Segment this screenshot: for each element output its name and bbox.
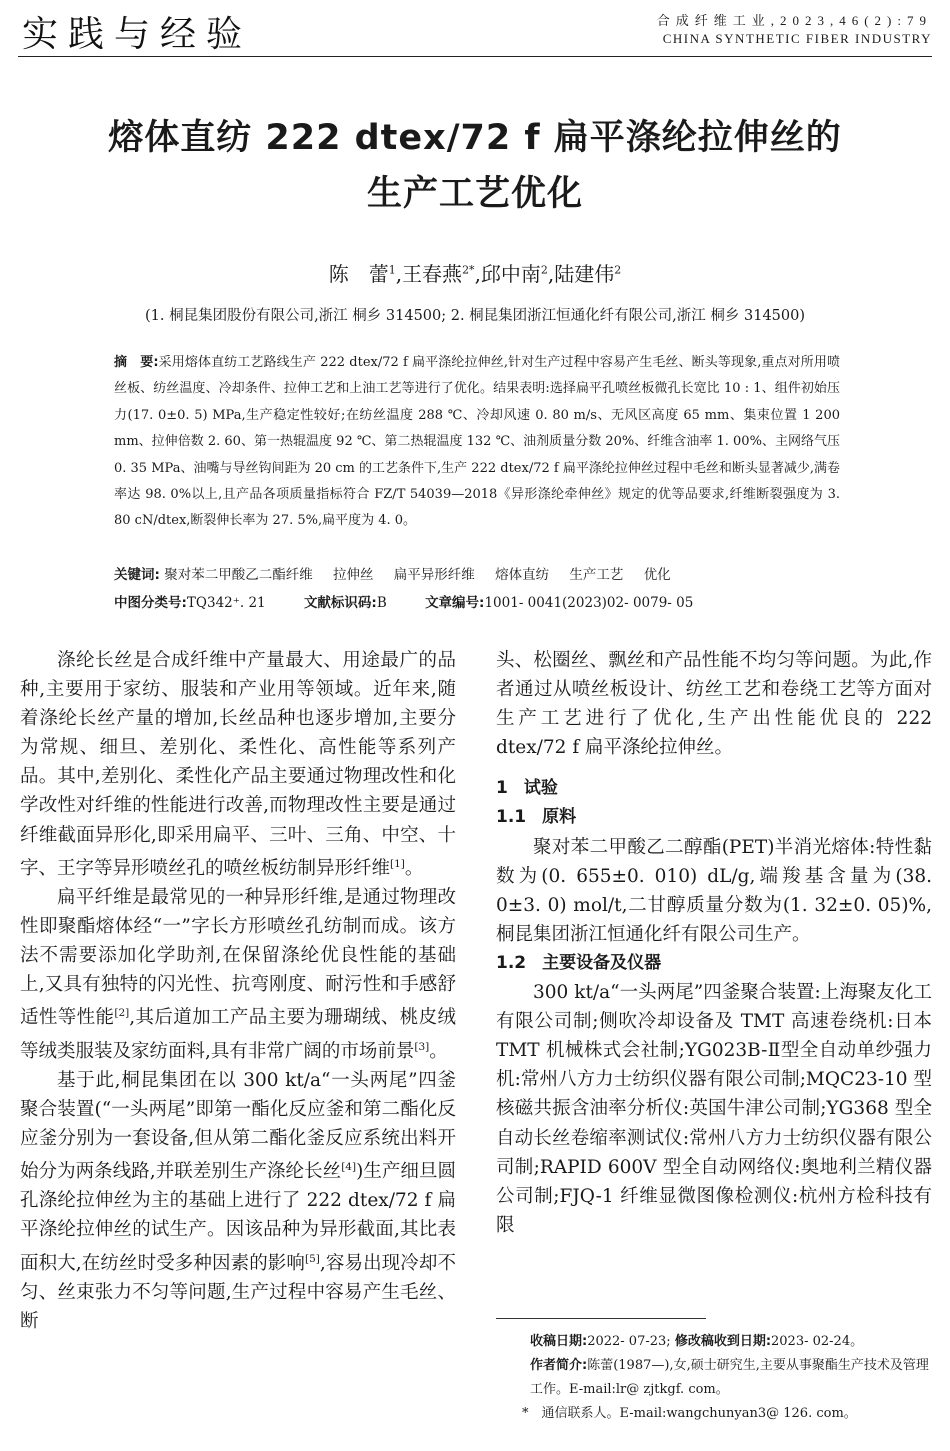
keywords-label: 关键词: bbox=[114, 567, 160, 583]
author-affil-mark: 2* bbox=[462, 263, 475, 277]
section-heading-1-2: 1.2 主要设备及仪器 bbox=[496, 952, 662, 973]
section-heading-1: 1 试验 bbox=[496, 778, 558, 799]
citation-ref: [3] bbox=[414, 1040, 430, 1053]
author-name: 陈 蕾 bbox=[328, 262, 389, 286]
article-no: 1001- 0041(2023)02- 0079- 05 bbox=[484, 595, 694, 611]
paragraph: 基于此,桐昆集团在以 300 kt/a“一头两尾”四釜聚合装置(“一头两尾”即第一酯化反应釜和第二酯化反应釜分别为一套设备,但从第二酯化釜反应系统出料开始分为两条线路,并联差别生产涤纶长丝[4])生产细旦圆孔涤纶拉伸丝为主的基础上进行了 222 dtex/72 f 扁平涤纶拉伸丝的试生产。因该品种为异形截面,其比表面积大,在纺丝时受多种因素的影响[5],容易出现冷却不匀、丝束张力不匀等问题,生产过程中容易产生毛丝、断 bbox=[20, 1069, 457, 1332]
article-title bbox=[0, 110, 950, 222]
author-list: 陈 蕾$^1$,王春燕$^{2*}$,邱中南$^2$,陆建伟$^2$ bbox=[328, 262, 622, 286]
journal-citation: 合成纤维工业,2023,46(2):79 bbox=[656, 13, 932, 28]
author-affil-mark: 2 bbox=[540, 263, 548, 277]
paragraph-equipment: 300 kt/a“一头两尾”四釜聚合装置:上海聚友化工有限公司制;侧吹冷却设备及 TMT 高速卷绕机:日本 TMT 机械株式会社制;YG023B-Ⅱ型全自动单纱强力机:常州八方力士纺织仪器有限公司制;MQC23-10 型核磁共振含油率分析仪:英国牛津公司制;YG368 型全自动长丝卷缩率测试仪:常州八方力士纺织仪器有限公司制;RAPID 600V 型全自动网络仪:奥地利兰精仪器公司制;FJQ-1 纤维显微图像检测仪:杭州方检科技有限 bbox=[496, 982, 932, 1236]
author-bio: 作者简介:陈蕾(1987—),女,硕士研究生,主要从事聚酯生产技术及管理工作。E-mail:lr@ zjtkgf. com。 bbox=[530, 1358, 929, 1397]
header-rule bbox=[18, 56, 932, 57]
abstract-text: 采用熔体直纺工艺路线生产 222 dtex/72 f 扁平涤纶拉伸丝,针对生产过程中容易产生毛丝、断头等现象,重点对所用喷丝板、纺丝温度、冷却条件、拉伸工艺和上油工艺等进行了优化。结果表明:选择扁平孔喷丝板微孔长宽比 10 : 1、组件初始压力(17. 0±0. 5) MPa,生产稳定性较好;在纺丝温度 288 ℃、冷却风速 0. 80 m/s、无风区高度 65 mm、集束位置 1 200 mm、拉伸倍数 2. 60、第一热辊温度 92 ℃、第二热辊温度 132 ℃、油剂质量分数 20%、纤维含油率 1. 00%、主网络气压 0. 35 MPa、油嘴与导丝钩间距为 20 cm 的工艺条件下,生产 222 dtex/72 f 扁平涤纶拉伸丝过程中毛丝和断头显著减少,满卷率达 98. 0%以上,且产品各项质量指标符合 FZ/T 54039—2018《异形涤纶牵伸丝》规定的优等品要求,纤维断裂强度为 3. 80 cN/dtex,断裂伸长率为 27. 5%,扁平度为 4. 0。 bbox=[114, 355, 841, 529]
journal-english-name: CHINA SYNTHETIC FIBER INDUSTRY bbox=[662, 31, 932, 46]
clc-code: TQ342⁺. 21 bbox=[186, 595, 266, 611]
received-dates: 收稿日期:2022- 07-23; 修改稿收到日期:2023- 02-24。 bbox=[530, 1334, 864, 1349]
corresponding-author: * 通信联系人。E-mail:wangchunyan3@ 126. com。 bbox=[522, 1406, 857, 1421]
citation-ref: [5] bbox=[305, 1252, 320, 1265]
affiliations: (1. 桐昆集团股份有限公司,浙江 桐乡 314500; 2. 桐昆集团浙江恒通化纤有限公司,浙江 桐乡 314500) bbox=[144, 308, 806, 324]
keyword: 扁平异形纤维 bbox=[393, 567, 475, 583]
footnote-rule bbox=[496, 1318, 706, 1319]
journal-info bbox=[657, 12, 932, 48]
keyword: 优化 bbox=[643, 567, 671, 583]
abstract-label: 摘 要: bbox=[114, 355, 159, 370]
body-right-column bbox=[496, 646, 932, 1240]
classification-line bbox=[114, 590, 840, 616]
section-title: 实践与经验 bbox=[22, 14, 253, 55]
citation-ref: [1] bbox=[390, 857, 405, 870]
body-left-column bbox=[20, 646, 456, 1336]
footnotes bbox=[496, 1330, 936, 1426]
paragraph: 涤纶长丝是合成纤维中产量最大、用途最广的品种,主要用于家纺、服装和产业用等领域。近年来,随着涤纶长丝产量的增加,长丝品种也逐步增加,主要分为常规、细旦、差别化、柔性化、高性能等系列产品。其中,差别化、柔性化产品主要通过物理改性和化学改性对纤维的性能进行改善,而物理改性主要是通过纤维截面异形化,即采用扁平、三叶、三角、中空、十字、王字等异形喷丝孔的喷丝板纺制异形纤维[1]。 bbox=[20, 650, 456, 879]
section-heading-1-1: 1.1 原料 bbox=[496, 807, 577, 828]
clc-label: 中图分类号: bbox=[114, 595, 187, 611]
article-no-label: 文章编号: bbox=[425, 595, 485, 611]
keywords bbox=[114, 562, 840, 588]
author-name: 王春燕 bbox=[402, 262, 463, 286]
author-affil-mark: 2 bbox=[614, 263, 622, 277]
doc-code: B bbox=[376, 595, 387, 611]
doc-code-label: 文献标识码: bbox=[303, 595, 377, 611]
keyword: 拉伸丝 bbox=[333, 567, 374, 583]
author-name: 陆建伟 bbox=[554, 262, 615, 286]
abstract bbox=[114, 350, 840, 535]
title-line-2: 生产工艺优化 bbox=[366, 174, 583, 214]
title-line-1: 熔体直纺 222 dtex/72 f 扁平涤纶拉伸丝的 bbox=[108, 118, 842, 158]
author-name: 邱中南 bbox=[480, 262, 541, 286]
keyword: 聚对苯二甲酸乙二酯纤维 bbox=[164, 567, 313, 583]
paragraph: 扁平纤维是最常见的一种异形纤维,是通过物理改性即聚酯熔体经“一”字长方形喷丝孔纺制而成。该方法不需要添加化学助剂,在保留涤纶优良性能的基础上,又具有独特的闪光性、抗弯刚度、耐污性和手感舒适性等性能[2],其后道加工产品主要为珊瑚绒、桃皮绒等绒类服装及家纺面料,具有非常广阔的市场前景[3]。 bbox=[20, 886, 456, 1062]
paragraph: 头、松圈丝、飘丝和产品性能不均匀等问题。为此,作者通过从喷丝板设计、纺丝工艺和卷绕工艺等方面对生产工艺进行了优化,生产出性能优良的 222 dtex/72 f 扁平涤纶拉伸丝。 bbox=[496, 650, 932, 759]
asterisk-mark: * bbox=[522, 1406, 529, 1421]
paragraph-materials: 聚对苯二甲酸乙二醇酯(PET)半消光熔体:特性黏数为(0. 655±0. 010) dL/g,端羧基含量为(38. 0±3. 0) mol/t,二甘醇质量分数为(1. 32±0. 05)%,桐昆集团浙江恒通化纤有限公司生产。 bbox=[496, 836, 932, 945]
author-affil-mark: 1 bbox=[388, 263, 396, 277]
citation-ref: [4] bbox=[341, 1161, 357, 1174]
citation-ref: [2] bbox=[114, 1007, 130, 1020]
keyword: 熔体直纺 bbox=[495, 567, 550, 583]
keyword: 生产工艺 bbox=[569, 567, 624, 583]
